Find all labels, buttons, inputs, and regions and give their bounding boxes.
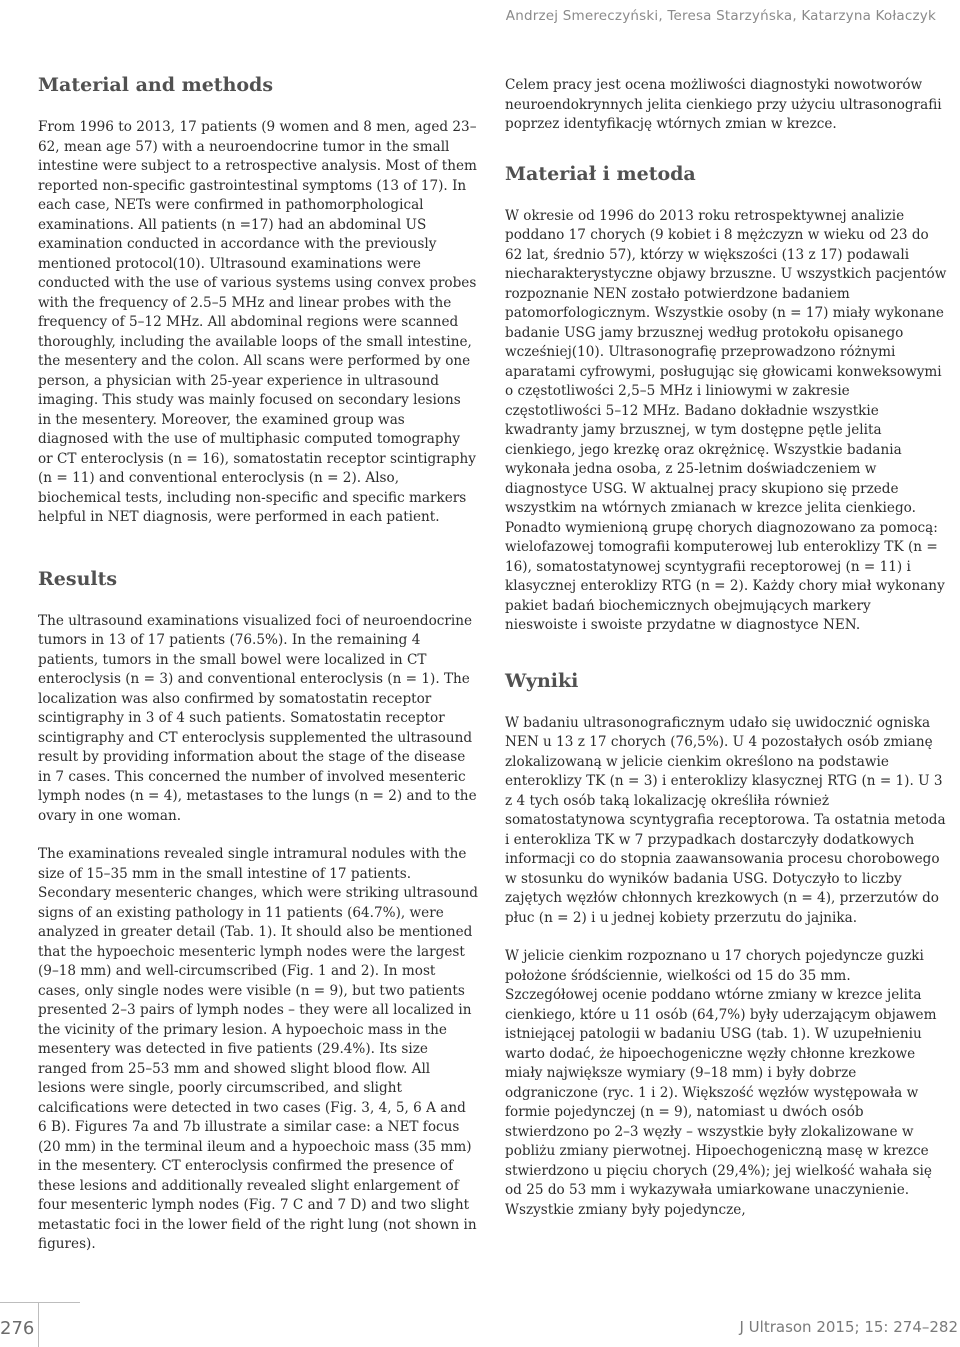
left-column bbox=[38, 74, 478, 1255]
footer-page-separator bbox=[38, 1302, 39, 1347]
section-title-results: Results bbox=[38, 567, 118, 590]
page-number: 276 bbox=[0, 1318, 35, 1339]
metoda-paragraph: W okresie od 1996 do 2013 roku retrospektywnej analizie poddano 17 chorych (9 kobiet i 8 mężczyzn w wieku od 23 do 62 lat, średnio 57), którzy w większości (13 z 17) podawali niecharakterystyczne objawy brzuszne. U wszystkich pacjentów rozpoznanie NEN zostało potwierdzone badaniem patomorfologicznym. Wszystkie osoby (n = 17) miały wykonane badanie USG jamy brzusznej według protokołu opisanego wcześniej(10). Ultrasonografię przeprowadzono różnymi aparatami cyfrowymi, posługując się głowicami konweksowymi o częstotliwości 2,5–5 MHz i liniowymi w zakresie częstotliwości 5–12 MHz. Badano dokładnie wszystkie kwadranty jamy brzusznej, w tym dostępne pętle jelita cienkiego, jego krezkę oraz okrężnicę. Wszystkie badania wykonała jedna osoba, z 25-letnim doświadczeniem w diagnostyce USG. W aktualnej pracy skupiono się przede wszystkim na wtórnych zmianach w krezce jelita cienkiego. Ponadto wymienioną grupę chorych diagnozowano za pomocą: wielofazowej tomografii komputerowej lub enteroklizy TK (n = 16), somatostatynowej scyntygrafii receptorowej (n = 11) i klasycznej enteroklizy RTG (n = 2). Każdy chory miał wykonany pakiet badań biochemicznych obejmujących markery nieswoiste i swoiste przydatne w diagnostyce NEN. bbox=[505, 207, 947, 633]
intro-paragraph: Celem pracy jest ocena możliwości diagnostyki nowotworów neuroendokrynnych jelita cienkiego przy użyciu ultrasonografii poprzez identyfikację wtórnych zmian w krezce. bbox=[505, 77, 942, 132]
section-title-wyniki: Wyniki bbox=[505, 669, 579, 692]
footer-divider bbox=[0, 1302, 80, 1303]
results-paragraph-1: The ultrasound examinations visualized foci of neuroendocrine tumors in 13 of 17 patients (76.5%). In the remaining 4 patients, tumors in the small bowel were localized in CT enteroclysis (n = 3) and conventional enteroclysis (n = 1). The localization was also confirmed by somatostatin receptor scintigraphy in 3 of 4 such patients. Somatostatin receptor scintigraphy and CT enteroclysis supplemented the ultrasound result by providing information about the stage of the disease in 7 cases. This concerned the number of involved mesenteric lymph nodes (n = 4), metastases to the lungs (n = 2) and to the ovary in one woman. bbox=[38, 612, 477, 824]
wyniki-paragraph-1: W badaniu ultrasonograficznym udało się uwidocznić ogniska NEN u 13 z 17 chorych (76,5%). U 4 pozostałych osób zmianę zlokalizowaną w jelicie cienkim określono na podstawie enteroklizy TK (n = 3) i enteroklizy klasycznej RTG (n = 1). U 3 z 4 tych osób taką lokalizację określiła również somatostatynowa scyntygrafia receptorowa. Ta ostatnia metoda i enterokliza TK w 7 przypadkach dostarczyły dodatkowych informacji co do stopnia zaawansowania procesu chorobowego w stosunku do wyników badania USG. Dotyczyło to liczby zajętych węzłów chłonnych krezkowych (n = 4), przerzutów do płuc (n = 2) i u jednej kobiety przerzutu do jajnika. bbox=[505, 714, 946, 926]
methods-paragraph: From 1996 to 2013, 17 patients (9 women and 8 men, aged 23–62, mean age 57) with a neuroendocrine tumor in the small intestine were subject to a retrospective analysis. Most of them reported non-specific gastrointestinal symptoms (13 of 17). In each case, NETs were confirmed in pathomorphological examinations. All patients (n =17) had an abdominal US examination conducted in accordance with the previously mentioned protocol(10). Ultrasound examinations were conducted with the use of various systems using convex probes with the frequency of 2.5–5 MHz and linear probes with the frequency of 5–12 MHz. All abdominal regions were scanned thoroughly, including the available loops of the small intestine, the mesentery and the colon. All scans were performed by one person, a physician with 25-year experience in ultrasound imaging. This study was mainly focused on secondary lesions in the mesentery. Moreover, the examined group was diagnosed with the use of multiphasic computed tomography or CT enteroclysis (n = 16), somatostatin receptor scintigraphy (n = 11) and conventional enteroclysis (n = 2). Also, biochemical tests, including non-specific and specific markers helpful in NET diagnosis, were performed in each patient. bbox=[38, 119, 477, 525]
results-paragraph-2: The examinations revealed single intramural nodules with the size of 15–35 mm in the small intestine of 17 patients. Secondary mesenteric changes, which were striking ultrasound signs of an existing pathology in 11 patients (64.7%), were analyzed in greater detail (Tab. 1). It should also be mentioned that the hypoechoic mesenteric lymph nodes were the largest (9–18 mm) and well-circumscribed (Fig. 1 and 2). In most cases, only single nodes were visible (n = 9), but two patients presented 2–3 pairs of lymph nodes – they were all localized in the vicinity of the primary lesion. A hypoechoic mass in the mesentery was detected in five patients (29.4%). Its size ranged from 25–53 mm and showed slight blood flow. All lesions were single, poorly circumscribed, and slight calcifications were detected in two cases (Fig. 3, 4, 5, 6 A and 6 B). Figures 7a and 7b illustrate a similar case: a NET focus (20 mm) in the terminal ileum and a hypoechoic mass (35 mm) in the mesentery. CT enteroclysis confirmed the presence of these lesions and additionally revealed slight enlargement of four mesenteric lymph nodes (Fig. 7 C and 7 D) and two slight metastatic foci in the lower field of the right lung (not shown in figures). bbox=[38, 846, 478, 1252]
journal-citation: J Ultrason 2015; 15: 274–282 bbox=[739, 1318, 958, 1336]
running-header: Andrzej Smereczyński, Teresa Starzyńska, Katarzyna Kołaczyk bbox=[505, 8, 936, 24]
section-title-metoda: Materiał i metoda bbox=[505, 162, 696, 185]
right-column bbox=[505, 76, 947, 1220]
wyniki-paragraph-2: W jelicie cienkim rozpoznano u 17 chorych pojedyncze guzki położone śródściennie, wielkości od 15 do 35 mm. Szczegółowej ocenie poddano wtórne zmiany w krezce jelita cienkiego, które u 11 osób (64,7%) były uderzającym objawem istniejącej patologii w badaniu USG (tab. 1). W uzupełnieniu warto dodać, że hipoechogeniczne węzły chłonne krezkowe miały największe wymiary (9–18 mm) i były dobrze odgraniczone (ryc. 1 i 2). Większość węzłów występowała w formie pojedynczej (n = 9), natomiast u dwóch osób stwierdzono po 2–3 węzły – wszystkie były zlokalizowane w pobliżu zmiany pierwotnej. Hipoechogeniczną masę w krezce stwierdzono u pięciu chorych (29,4%); jej wielkość wahała się od 25 do 53 mm i wykazywała umiarkowane unaczynienie. Wszystkie zmiany były pojedyncze, bbox=[505, 948, 937, 1218]
section-title-methods: Material and methods bbox=[38, 74, 274, 96]
